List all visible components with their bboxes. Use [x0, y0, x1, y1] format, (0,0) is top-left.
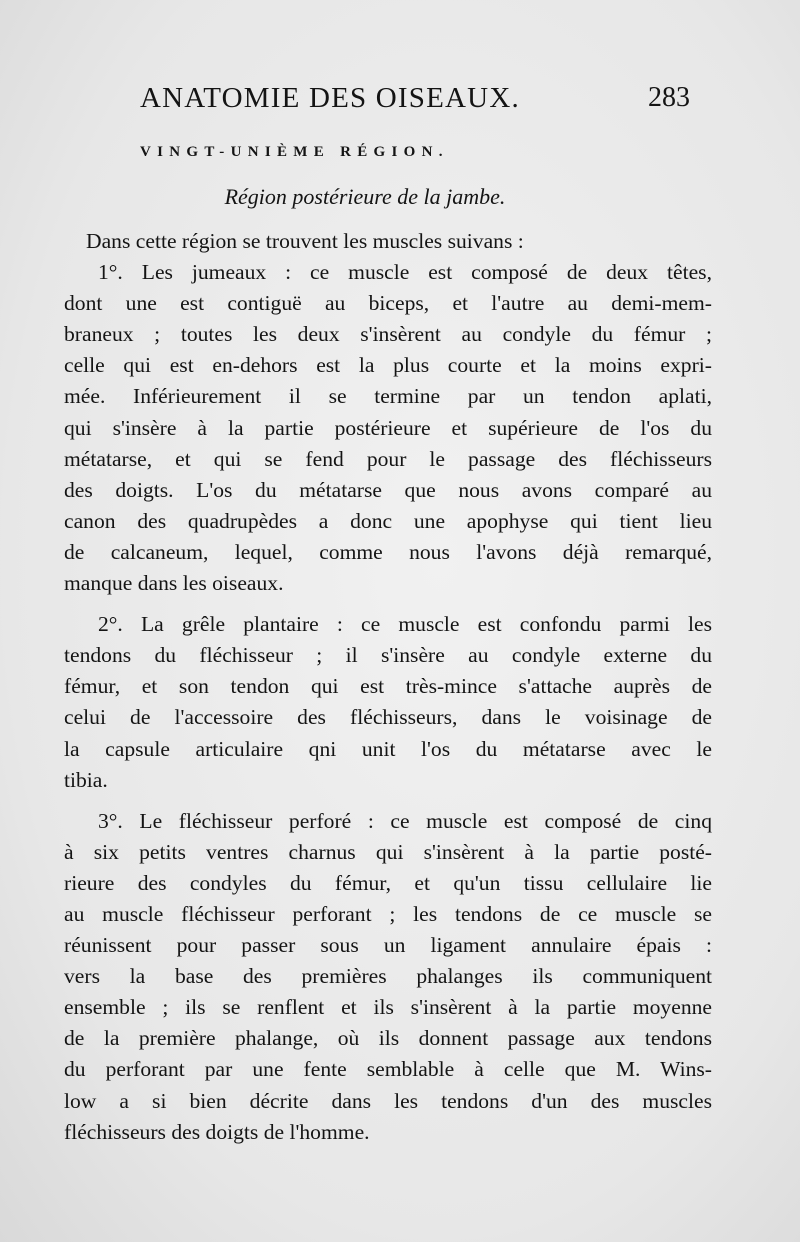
text-line: fémur, et son tendon qui est très-mince s'attache auprès de	[64, 674, 712, 699]
text-line: ensemble ; ils se renflent et ils s'insèrent à la partie moyenne	[64, 995, 712, 1020]
page-header	[140, 82, 700, 126]
text-line: tendons du fléchisseur ; il s'insère au condyle externe du	[64, 643, 712, 668]
text-line: du perforant par une fente semblable à celle que M. Wins-	[64, 1057, 712, 1082]
text-line: braneux ; toutes les deux s'insèrent au condyle du fémur ;	[64, 322, 712, 347]
running-head: ANATOMIE DES OISEAUX.	[140, 82, 520, 114]
text-line: Dans cette région se trouvent les muscles suivans :	[86, 229, 524, 253]
paragraph-gap	[64, 599, 712, 609]
text-line: celui de l'accessoire des fléchisseurs, dans le voisinage de	[64, 705, 712, 730]
body-text	[64, 226, 712, 1148]
text-line: low a si bien décrite dans les tendons d'un des muscles	[64, 1088, 712, 1113]
text-line: dont une est contiguë au biceps, et l'autre au demi-mem-	[64, 291, 712, 316]
section-subheading: Région postérieure de la jambe.	[224, 184, 506, 209]
text-line: rieure des condyles du fémur, et qu'un tissu cellulaire lie	[64, 870, 712, 895]
text-line: manque dans les oiseaux.	[64, 571, 284, 596]
text-line: 2°. La grêle plantaire : ce muscle est confondu parmi les	[98, 612, 712, 637]
text-line: 3°. Le fléchisseur perforé : ce muscle est composé de cinq	[98, 808, 712, 833]
text-line: canon des quadrupèdes a donc une apophyse qui tient lieu	[64, 508, 712, 533]
text-line: de calcaneum, lequel, comme nous l'avons déjà remarqué,	[64, 539, 712, 564]
paragraph	[64, 226, 712, 257]
text-line: à six petits ventres charnus qui s'insèrent à la partie posté-	[64, 839, 712, 864]
text-line: des doigts. L'os du métatarse que nous avons comparé au	[64, 477, 712, 502]
text-line: de la première phalange, où ils donnent passage aux tendons	[64, 1026, 712, 1051]
text-line: fléchisseurs des doigts de l'homme.	[64, 1119, 370, 1144]
text-line: mée. Inférieurement il se termine par un tendon aplati,	[64, 384, 712, 409]
text-line: tibia.	[64, 767, 108, 792]
text-line: qui s'insère à la partie postérieure et supérieure de l'os du	[64, 415, 712, 440]
page-number: 283	[648, 82, 690, 113]
text-line: réunissent pour passer sous un ligament annulaire épais :	[64, 933, 712, 958]
paragraph	[64, 257, 712, 599]
text-line: la capsule articulaire qni unit l'os du métatarse avec le	[64, 736, 712, 761]
text-line: vers la base des premières phalanges ils communiquent	[64, 964, 712, 989]
section-heading: VINGT-UNIÈME RÉGION.	[140, 144, 449, 160]
text-line: 1°. Les jumeaux : ce muscle est composé de deux têtes,	[98, 260, 712, 285]
text-line: métatarse, et qui se fend pour le passage des fléchisseurs	[64, 446, 712, 471]
text-line: celle qui est en-dehors est la plus courte et la moins expri-	[64, 353, 712, 378]
paragraph-gap	[64, 796, 712, 806]
text-line: au muscle fléchisseur perforant ; les tendons de ce muscle se	[64, 901, 712, 926]
paragraph	[64, 806, 712, 1148]
paragraph	[64, 609, 712, 796]
